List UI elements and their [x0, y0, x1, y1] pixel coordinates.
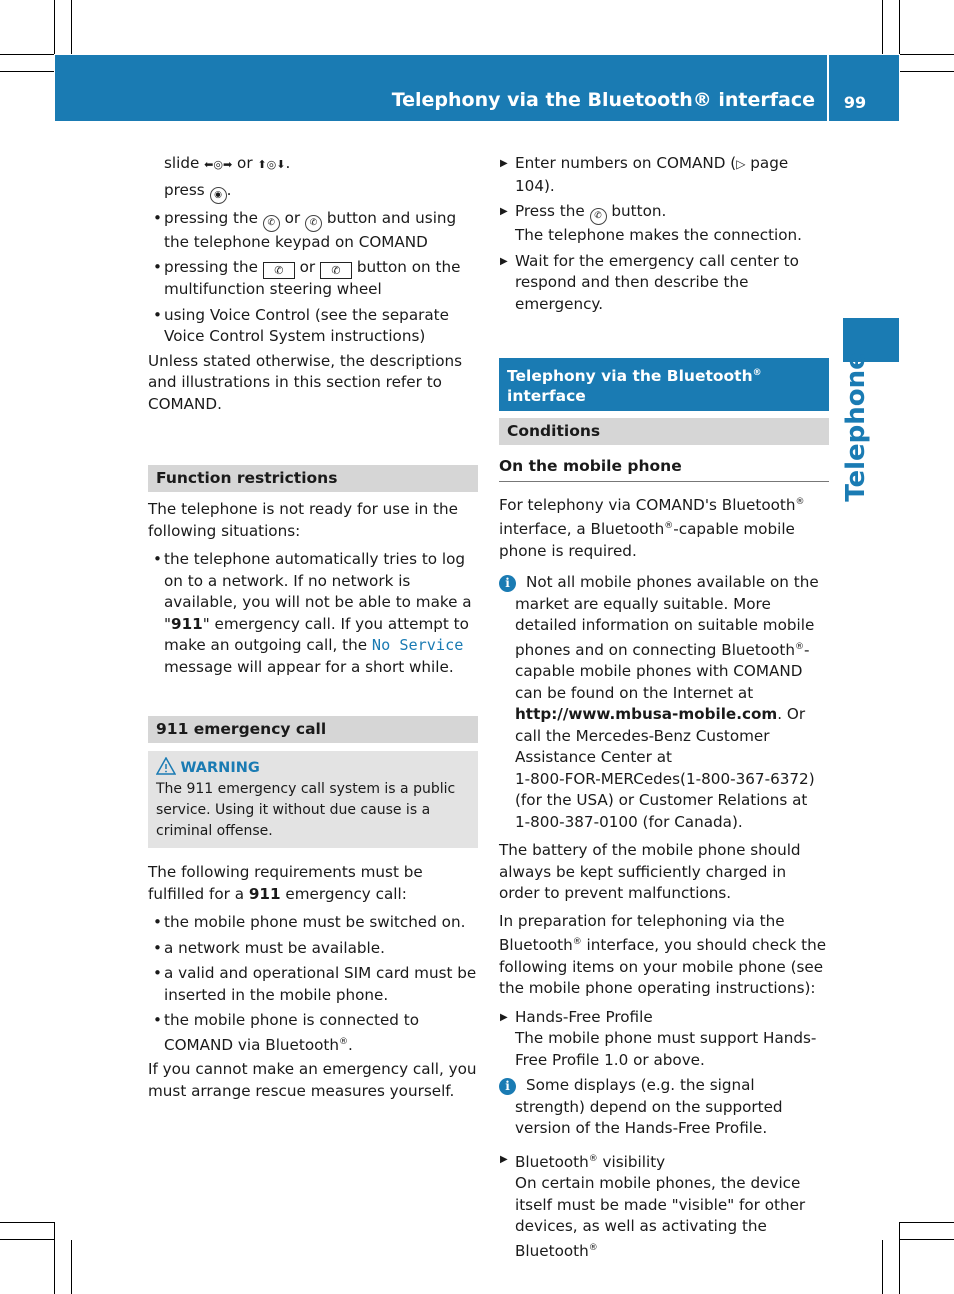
no-service-message: No Service	[371, 636, 464, 654]
page-ref-icon: ▷	[736, 157, 746, 171]
mbusa-link[interactable]: http://www.mbusa-mobile.com	[515, 705, 778, 724]
step-result: On certain mobile phones, the device itself must be made "visible" for other devices, as well as activating the Bluetooth®	[515, 1174, 806, 1261]
warning-triangle-icon	[156, 757, 176, 775]
warning-header	[156, 757, 470, 779]
info-icon: i	[499, 1078, 516, 1095]
step-item: ▶ Press the ✆ button.	[499, 201, 829, 225]
list-item: • pressing the ✆ or ✆ button and using the telephone keypad on COMAND	[148, 208, 478, 254]
paragraph: For telephony via COMAND's Bluetooth® interface, a Bluetooth®-capable mobile phone is required.	[499, 495, 805, 560]
list-item: • a network must be available.	[148, 938, 478, 960]
list-item: • a valid and operational SIM card must be inserted in the mobile phone.	[148, 963, 478, 1006]
list-item: • the mobile phone must be switched on.	[148, 912, 478, 934]
slide-lr-icon: ⬅◎➡	[204, 158, 233, 171]
crop-mark	[0, 1239, 54, 1240]
crop-mark	[0, 54, 54, 55]
crop-mark	[71, 0, 72, 54]
crop-mark	[900, 1239, 954, 1240]
step-item: ▶ Hands-Free Profile	[499, 1007, 829, 1029]
warning-text: The 911 emergency call system is a public service. Using it without due cause is a criminal offense.	[156, 781, 456, 839]
list-item: • using Voice Control (see the separate Voice Control System instructions)	[148, 305, 478, 348]
paragraph: In preparation for telephoning via the Bluetooth® interface, you should check the following items on your mobile phone (see the mobile phone operating instructions):	[499, 911, 827, 998]
phone-send-icon: ✆	[263, 215, 280, 232]
crop-mark	[71, 1240, 72, 1294]
subsection-heading: Conditions	[499, 418, 829, 445]
section-heading-blue: Telephony via the Bluetooth® interface	[499, 358, 829, 411]
list-item: • the telephone automatically tries to log on to a network. If no network is available, you will not be able to make a "911" emergency call. If you attempt to make an outgoing call, the No Service message will appear for a short while.	[148, 549, 478, 678]
paragraph: The following requirements must be fulfilled for a 911 emergency call:	[148, 863, 423, 903]
step-item: ▶ Enter numbers on COMAND (▷ page 104).	[499, 153, 829, 197]
phone-end-icon: ✆	[305, 215, 322, 232]
step-item: ▶ Wait for the emergency call center to respond and then describe the emergency.	[499, 251, 829, 316]
warning-title: WARNING	[180, 760, 260, 776]
intro-press: press ◉ .	[148, 180, 478, 204]
crop-mark	[0, 1222, 54, 1223]
intro-slide: slide ⬅◎➡ or ⬆◎⬇.	[164, 154, 291, 172]
warning-box	[148, 751, 478, 848]
section-heading: Function restrictions	[148, 465, 478, 492]
info-note: i Not all mobile phones available on the market are equally suitable. More detailed information on suitable mobile phones and on connecting Bluetooth®-capable mobile phones with COMAND can be found on the Internet at http://www.mbusa-mobile.com. Or call the Mercedes-Benz Customer Assistance Center at 1-800-FOR-MERCedes(1-800-367-6372) (for the USA) or Customer Relations at 1-800-387-0100 (for Canada).	[499, 572, 829, 833]
info-note: i Some displays (e.g. the signal strength) depend on the supported version of the Hands-Free Profile.	[499, 1075, 829, 1140]
steering-send-key-icon: ✆	[263, 262, 295, 279]
paragraph: If you cannot make an emergency call, you must arrange rescue measures yourself.	[148, 1060, 477, 1100]
crop-mark	[899, 0, 900, 54]
topic-heading: On the mobile phone	[499, 456, 829, 482]
crop-mark	[900, 1222, 954, 1223]
crop-mark	[0, 71, 54, 72]
section-heading: 911 emergency call	[148, 716, 478, 743]
side-tab-label: Telephone	[841, 352, 871, 502]
steering-end-key-icon: ✆	[320, 262, 352, 279]
list-item: • the mobile phone is connected to COMAND via Bluetooth®.	[148, 1010, 478, 1056]
left-column	[148, 153, 478, 1102]
crop-mark	[54, 0, 55, 54]
phone-send-icon: ✆	[590, 208, 607, 225]
press-knob-icon: ◉	[210, 187, 227, 204]
step-result: The telephone makes the connection.	[515, 226, 802, 244]
page-header	[55, 55, 899, 121]
crop-mark	[882, 1240, 883, 1294]
crop-mark	[899, 1222, 900, 1294]
right-column	[499, 153, 829, 1263]
info-icon: i	[499, 575, 516, 592]
crop-mark	[882, 0, 883, 54]
page-number: 99	[843, 93, 867, 112]
crop-mark	[900, 54, 954, 55]
paragraph: Unless stated otherwise, the descriptions and illustrations in this section refer to COMAND.	[148, 351, 463, 413]
slide-ud-icon: ⬆◎⬇	[257, 158, 286, 171]
crop-mark	[900, 71, 954, 72]
step-item: ▶ Bluetooth® visibility	[499, 1149, 829, 1174]
paragraph: The battery of the mobile phone should always be kept sufficiently charged in order to prevent malfunctions.	[499, 841, 801, 903]
list-item: • pressing the ✆ or ✆ button on the multifunction steering wheel	[148, 257, 478, 301]
step-result: The mobile phone must support Hands-Free Profile 1.0 or above.	[515, 1029, 817, 1069]
header-title: Telephony via the Bluetooth® interface	[391, 89, 815, 111]
crop-mark	[54, 1222, 55, 1294]
paragraph: The telephone is not ready for use in the following situations:	[148, 500, 458, 540]
